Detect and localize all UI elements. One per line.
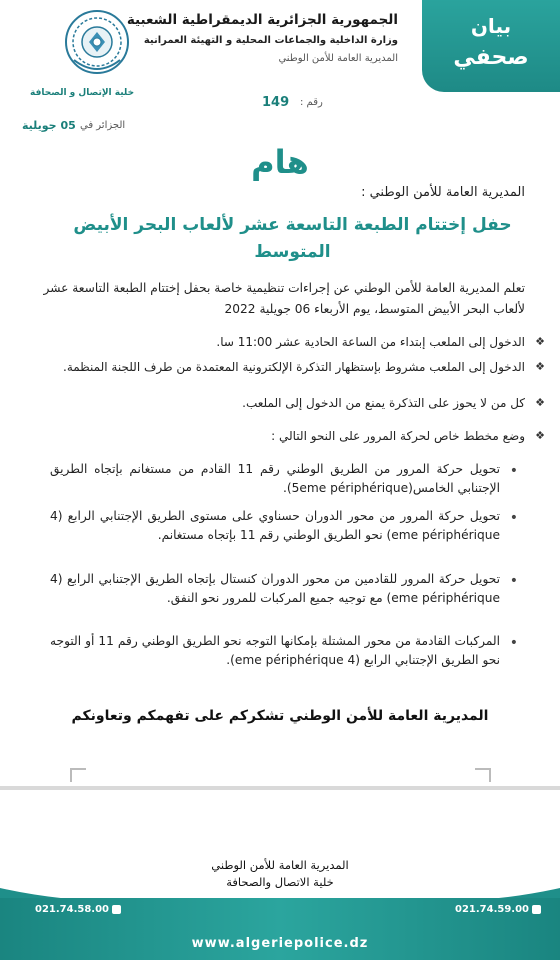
traffic-item: • تحويل حركة المرور من محور الدوران حسناوي على مستوى الطريق الإجتنابي الرابع (4 eme périphérique) نحو الطريق الوطني رقم 11 بإتجاه مستغانم. [50, 509, 518, 542]
traffic-item: • تحويل حركة المرور للقادمين من محور الدوران كنستال بإتجاه الطريق الإجتنابي الرابع (4 eme périphérique) مع توجيه جميع المركبات للمرور نحو النفق. [50, 572, 518, 605]
badge-line2: صحفي [453, 45, 529, 70]
intro-paragraph: تعلم المديرية العامة للأمن الوطني عن إجراءات تنظيمية خاصة بحفل إختتام الطبعة التاسعة عشر لألعاب البحر الأبيض المتوسط، يوم الأربعاء 06 جويلية 2022 [43, 281, 525, 316]
release-title: حفل إختتام الطبعة التاسعة عشر لألعاب البحر الأبيض المتوسط [73, 215, 512, 262]
list-item: ❖ كل من لا يحوز على التذكرة يمنع من الدخول إلى الملعب. [242, 396, 545, 410]
diamond-bullet-icon: ❖ [535, 335, 545, 348]
ministry-name: وزارة الداخلية والجماعات المحلية و التهيئة العمرانية [143, 35, 398, 46]
phone-left: 021.74.58.00 [35, 904, 124, 915]
republic-name: الجمهورية الجزائرية الديمقراطية الشعبية [126, 12, 398, 28]
directorate-name: المديرية العامة للأمن الوطني [278, 53, 398, 64]
police-emblem-icon [62, 8, 132, 80]
number-value: 149 [262, 95, 290, 110]
fax-icon [532, 905, 541, 914]
footer-directorate: المديرية العامة للأمن الوطني [211, 858, 349, 872]
list-item: ❖ وضع مخطط خاص لحركة المرور على النحو التالي : [271, 429, 545, 443]
diamond-bullet-icon: ❖ [535, 396, 545, 409]
location-label: الجزائر في [80, 120, 126, 131]
list-item: ❖ الدخول إلى الملعب إبتداء من الساعة الحادية عشر 11:00 سا. [216, 335, 545, 349]
phone-right: 021.74.59.00 [455, 904, 544, 915]
website-link[interactable]: www.algeriepolice.dz [191, 936, 369, 951]
press-release-badge [422, 0, 560, 92]
list-item: ❖ الدخول إلى الملعب مشروط بإستظهار التذكرة الإلكترونية المعتمدة من طرف اللجنة المنظمة. [63, 360, 545, 374]
dot-bullet-icon: • [509, 463, 518, 479]
thanks-line: المديرية العامة للأمن الوطني تشكركم على تفهمكم وتعاونكم [71, 708, 489, 724]
crop-mark-right [475, 768, 491, 782]
dot-bullet-icon: • [509, 635, 518, 651]
directorate-line: المديرية العامة للأمن الوطني : [361, 185, 525, 200]
important-heading: هام [251, 143, 309, 181]
traffic-item: • تحويل حركة المرور من الطريق الوطني رقم 11 القادم من مستغانم بإتجاه الطريق الإجتنابي الخامس(5eme périphérique). [50, 462, 518, 495]
number-label: رقم : [300, 97, 323, 108]
crop-mark-left [70, 768, 86, 782]
diamond-bullet-icon: ❖ [535, 360, 545, 373]
dot-bullet-icon: • [509, 510, 518, 526]
phone-icon [112, 905, 121, 914]
badge-line1: بيان [470, 14, 512, 38]
dot-bullet-icon: • [509, 573, 518, 589]
release-date: 05 جويلية [22, 119, 76, 132]
diamond-bullet-icon: ❖ [535, 429, 545, 442]
traffic-item: • المركبات القادمة من محور المشتلة بإمكانها التوجه نحو الطريق الوطني رقم 11 أو التوجه نحو الطريق الإجتنابي الرابع (4 eme périphérique). [50, 634, 518, 667]
communication-cell: خلية الإتصال و الصحافة [30, 88, 135, 98]
footer-cell: خلية الاتصال والصحافة [226, 875, 334, 889]
